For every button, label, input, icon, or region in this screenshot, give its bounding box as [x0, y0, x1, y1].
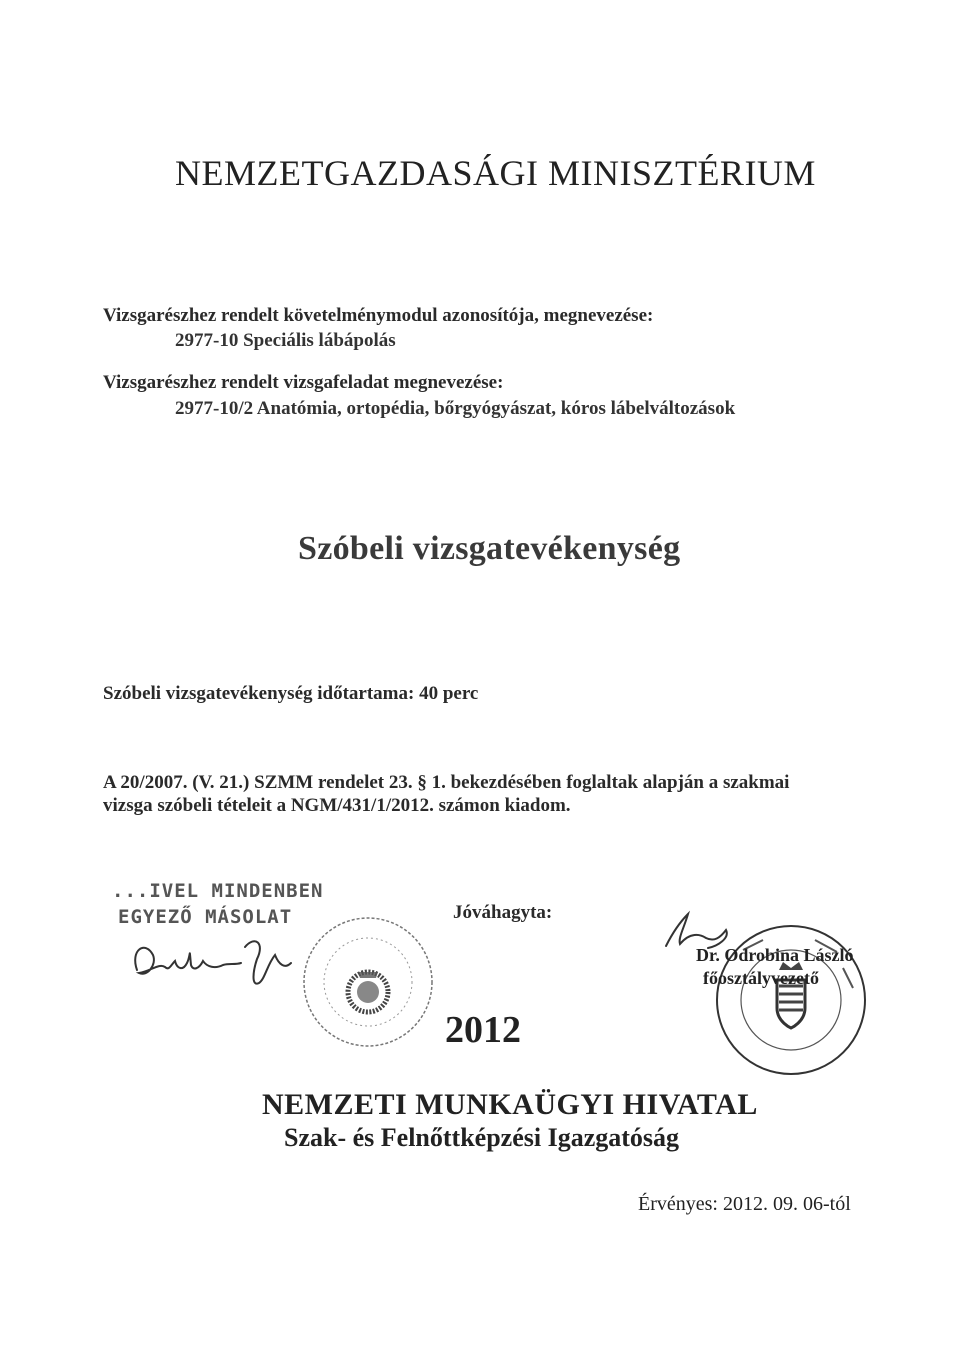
- decree-line-1: A 20/2007. (V. 21.) SZMM rendelet 23. § 1. bekezdésében foglaltak alapján a szakmai: [103, 772, 790, 793]
- section-title: Szóbeli vizsgatevékenység: [298, 530, 681, 567]
- approved-by-label: Jóváhagyta:: [453, 902, 553, 923]
- ministry-seal: [703, 918, 873, 1078]
- task-label: Vizsgarészhez rendelt vizsgafeladat megnevezése:: [103, 372, 504, 393]
- module-value: 2977-10 Speciális lábápolás: [175, 330, 396, 351]
- approval-year: 2012: [445, 1009, 521, 1051]
- office-department: Szak- és Felnőttképzési Igazgatóság: [284, 1123, 680, 1152]
- decree-line-2: vizsga szóbeli tételeit a NGM/431/1/2012. számon kiadom.: [103, 795, 571, 816]
- task-value: 2977-10/2 Anatómia, ortopédia, bőrgyógyászat, kóros lábelváltozások: [175, 398, 736, 419]
- certification-stamp-line-2: EGYEZŐ MÁSOLAT: [118, 906, 293, 928]
- certifier-signature: [125, 925, 305, 1005]
- ministry-title: NEMZETGAZDASÁGI MINISZTÉRIUM: [175, 153, 816, 193]
- certification-stamp-line-1: ...IVEL MINDENBEN: [112, 880, 324, 902]
- duration-line: Szóbeli vizsgatevékenység időtartama: 40 perc: [103, 683, 479, 704]
- signer-title: főosztályvezető: [703, 968, 819, 988]
- module-label: Vizsgarészhez rendelt követelménymodul azonosítója, megnevezése:: [103, 305, 654, 326]
- signer-name: Dr. Odrobina László: [696, 945, 854, 965]
- valid-from-date: Érvényes: 2012. 09. 06-tól: [638, 1193, 851, 1215]
- office-round-stamp: [298, 912, 438, 1052]
- office-name: NEMZETI MUNKAÜGYI HIVATAL: [262, 1088, 758, 1121]
